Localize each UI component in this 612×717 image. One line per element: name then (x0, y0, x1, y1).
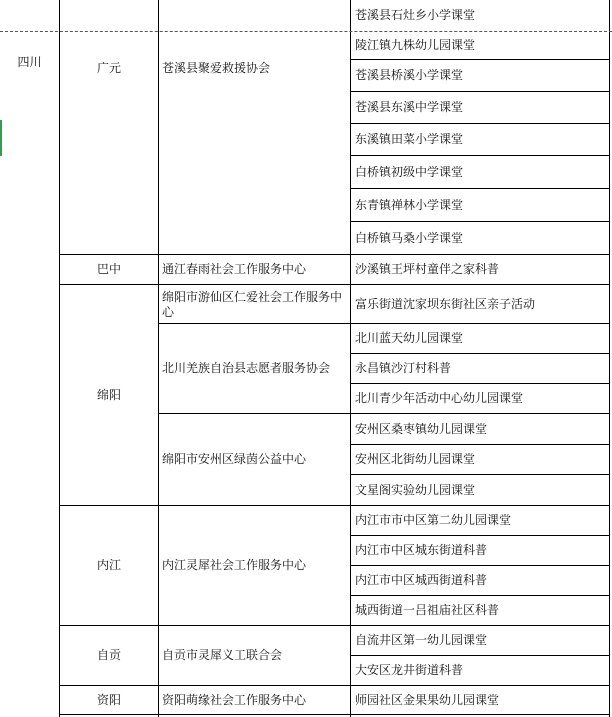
org-cell: 通江春雨社会工作服务中心 (162, 262, 307, 276)
project-cell: 安州区桑枣镇幼儿园课堂 (355, 421, 488, 436)
project-cell: 安州区北街幼儿园课堂 (355, 452, 476, 466)
project-cell: 陵江镇九株幼儿园课堂 (355, 38, 476, 52)
project-cell: 师园社区金果果幼儿园课堂 (355, 692, 500, 707)
project-cell: 白桥镇马桑小学课堂 (355, 230, 464, 245)
project-cell: 北川蓝天幼儿园课堂 (355, 331, 464, 345)
org-cell: 自贡市灵犀义工联合会 (162, 648, 283, 662)
city-cell: 巴中 (96, 262, 121, 276)
project-cell: 苍溪县桥溪小学课堂 (355, 68, 464, 82)
row-selection-marker (0, 120, 2, 156)
project-cell: 内江市中区城东街道科普 (355, 543, 488, 557)
city-cell: 绵阳 (96, 387, 121, 402)
project-cell: 沙溪镇王坪村童伴之家科普 (355, 262, 500, 276)
project-cell: 苍溪县东溪中学课堂 (355, 100, 464, 114)
org-cell: 资阳萌缘社会工作服务中心 (162, 692, 307, 707)
org-cell: 绵阳市游仙区仁爱社会工作服务中心 (162, 290, 343, 319)
grid-line (609, 0, 610, 717)
project-cell: 白桥镇初级中学课堂 (355, 164, 464, 179)
project-cell: 富乐街道沈家坝东街社区亲子活动 (355, 296, 536, 311)
org-cell: 绵阳市安州区绿茵公益中心 (162, 452, 307, 466)
grid-line (158, 0, 159, 717)
project-cell: 北川青少年活动中心幼儿园课堂 (355, 391, 524, 405)
project-cell: 东青镇禅林小学课堂 (355, 197, 464, 212)
project-cell: 东溪镇田菜小学课堂 (355, 132, 464, 146)
project-cell: 永昌镇沙汀村科普 (355, 361, 452, 375)
project-cell: 文星阁实验幼儿园课堂 (355, 482, 476, 497)
project-cell: 自流井区第一幼儿园课堂 (355, 633, 488, 647)
project-cell: 大安区龙井街道科普 (355, 663, 464, 677)
province-cell: 四川 (17, 54, 42, 69)
project-cell: 内江市中区城西街道科普 (355, 573, 488, 587)
project-cell: 城西街道一吕祖庙社区科普 (355, 603, 500, 617)
grid-line (350, 0, 351, 717)
org-cell: 北川羌族自治县志愿者服务协会 (162, 361, 331, 375)
city-cell: 资阳 (96, 692, 121, 707)
org-cell: 苍溪县聚爱救援协会 (162, 60, 271, 75)
city-cell: 自贡 (96, 648, 121, 662)
project-cell: 内江市市中区第二幼儿园课堂 (355, 513, 512, 527)
city-cell: 广元 (96, 60, 121, 75)
city-cell: 内江 (96, 558, 121, 572)
project-cell: 苍溪县石灶乡小学课堂 (355, 8, 476, 22)
grid-line (59, 714, 610, 715)
org-cell: 内江灵犀社会工作服务中心 (162, 558, 307, 572)
